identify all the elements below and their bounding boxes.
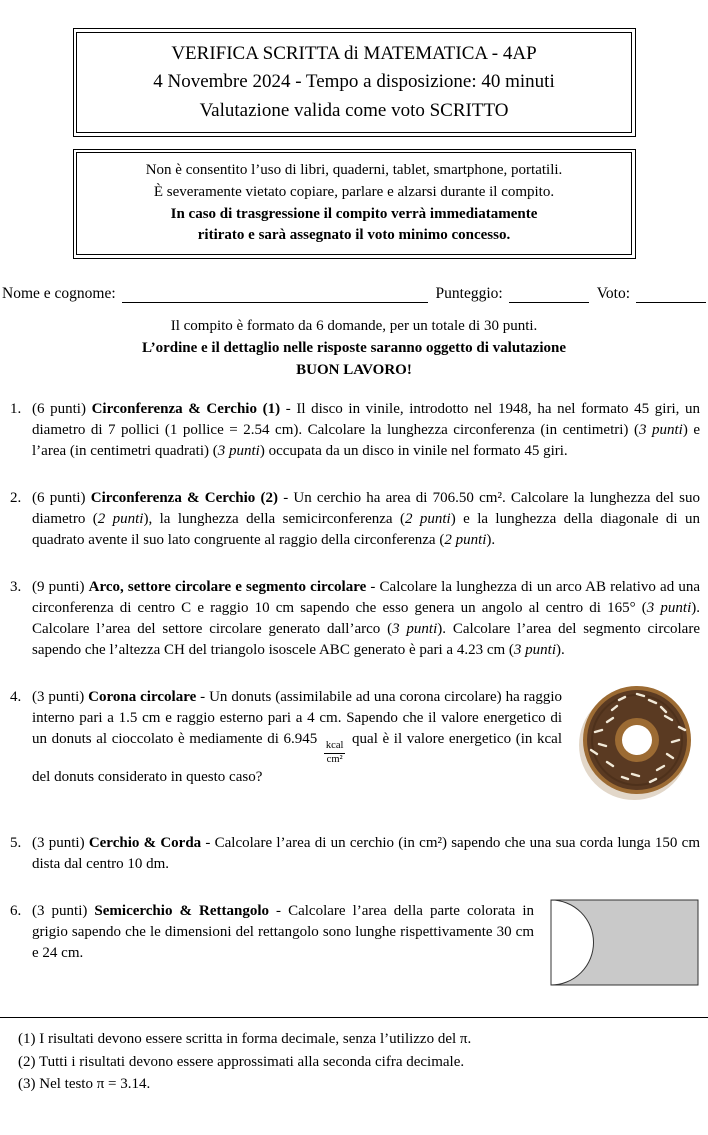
- exam-grading-note: Valutazione valida come voto SCRITTO: [199, 99, 509, 121]
- exam-title: VERIFICA SCRITTA di MATEMATICA - 4AP: [171, 42, 537, 64]
- question-number: 2.: [10, 490, 22, 507]
- question-text: (3 punti) Cerchio & Corda - Calcolare l’area di un cerchio (in cm²) sapendo che una sua corda lunga 150 cm dista dal centro 10 dm.: [32, 835, 700, 873]
- question-text: (6 punti) Circonferenza & Cerchio (1) - Il disco in vinile, introdotto nel 1948, ha nel formato 45 giri, un diametro di 7 pollici (1 pollice = 2.54 cm). Calcolare la lunghezza circonferenza (in centimetri) (3 punti) e l’area (in centimetri quadrati) (3 punti) occupata da un disco in vinile nel formato 45 giri.: [32, 401, 701, 460]
- question-number: 1.: [10, 401, 22, 418]
- intro-block: [0, 315, 708, 382]
- donut-image: [576, 681, 698, 803]
- question-text: (6 punti) Circonferenza & Cerchio (2) - Un cerchio ha area di 706.50 cm². Calcolare la lunghezza del suo diametro (2 punti), la lunghezza della semicirconferenza (2 punti) e la lunghezza della diagonale di un quadrato avente il suo lato congruente al raggio della circonferenza (2 punti).: [32, 490, 700, 549]
- score-fill-line: [509, 285, 589, 302]
- question-4: [8, 687, 700, 807]
- semicircle-rectangle-icon: [550, 899, 700, 987]
- intro-line-3: BUON LAVORO!: [296, 361, 412, 378]
- donut-icon: [576, 681, 698, 803]
- question-6: [8, 901, 700, 991]
- question-text: (3 punti) Semicerchio & Rettangolo - Calcolare l’area della parte colorata in grigio sapendo che le dimensioni del rettangolo sono lunghe rispettivamente 30 cm e 24 cm.: [32, 903, 534, 962]
- grade-fill-line: [636, 285, 706, 302]
- question-3: [8, 577, 700, 661]
- semicircle-rectangle-figure: [550, 899, 700, 987]
- rule-line-2: È severamente vietato copiare, parlare e alzarsi durante il compito.: [153, 183, 555, 200]
- rule-line-3: In caso di trasgressione il compito verrà immediatamente: [170, 205, 538, 222]
- question-5: [8, 833, 700, 875]
- question-text: (3 punti) Corona circolare - Un donuts (assimilabile ad una corona circolare) ha raggio interno pari a 1.5 cm e raggio esterno pari a 4 cm. Sapendo che il valore energetico di un donuts al cioccolato è mediamente di 6.945 $\frac{\text{kcal}}{\text{cm²}}$ qual è il valore energetico (in kcal del donuts considerato in questo caso?: [32, 689, 562, 785]
- intro-line-2: L’ordine e il dettaglio nelle risposte saranno oggetto di valutazione: [141, 339, 566, 356]
- question-number: 3.: [10, 579, 22, 596]
- rule-line-4: ritirato e sarà assegnato il voto minimo concesso.: [197, 227, 511, 244]
- name-fill-line: [122, 285, 428, 302]
- question-number: 5.: [10, 835, 22, 852]
- footer-notes: [0, 1017, 708, 1096]
- footnote-3: (3) Nel testo π = 3.14.: [18, 1076, 151, 1093]
- rule-line-1: Non è consentito l’uso di libri, quaderni, tablet, smartphone, portatili.: [145, 162, 563, 178]
- question-2: [8, 488, 700, 551]
- footer-divider: [0, 1017, 708, 1018]
- exam-date-duration: 4 Novembre 2024 - Tempo a disposizione: 40 minuti: [153, 71, 555, 92]
- questions-list: [8, 399, 700, 991]
- question-text: (9 punti) Arco, settore circolare e segmento circolare - Calcolare la lunghezza di un arco AB relativo ad una circonferenza di centro C e raggio 10 cm sapendo che esso genera un angolo al centro di 165° (3 punti). Calcolare l’area del settore circolare generato dall’arco (3 punti). Calcolare l’area del segmento circolare sapendo che l’altezza CH del triangolo isoscele ABC generato è pari a 4.23 cm (3 punti).: [32, 579, 701, 659]
- footnote-1: (1) I risultati devono essere scritta in forma decimale, senza l’utilizzo del π.: [18, 1031, 472, 1048]
- name-label: Nome e cognome:: [2, 284, 116, 302]
- score-label: Punteggio:: [435, 284, 503, 302]
- title-box: [73, 28, 636, 137]
- question-number: 6.: [10, 903, 22, 920]
- grade-label: Voto:: [596, 284, 630, 302]
- intro-line-1: Il compito è formato da 6 domande, per un totale di 30 punti.: [170, 317, 538, 334]
- footnote-2: (2) Tutti i risultati devono essere approssimati alla seconda cifra decimale.: [18, 1053, 465, 1070]
- rules-box: [73, 149, 636, 259]
- question-1: [8, 399, 700, 462]
- name-score-row: [2, 285, 706, 303]
- question-number: 4.: [10, 689, 22, 706]
